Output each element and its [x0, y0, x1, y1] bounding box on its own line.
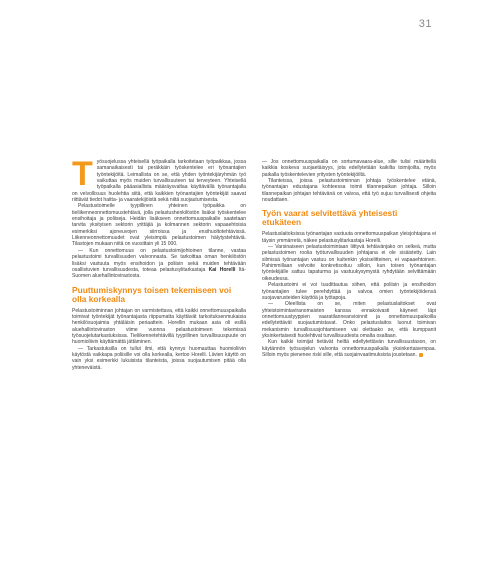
- section-heading: Työn vaarat selvitettävä yhteisesti etukäteen: [262, 208, 398, 228]
- paragraph: Pelastustoiminnan johtajan on varmistettava, että kaikki onnettomuuspaikalla toimivat työntekijät työnantajasta riippumatta käyttävät tarkoituksenmukaisia henkilösuojaimia yhtäläisin periaattein. Horellin mukaan asia oli esillä aluehallintoviraston viime vuonna pelastustoimeen tekemissä työsuojelutarkastuksissa. Tieliikennetehtävillä tyypillinen turvallisuuspuute on huomioliivin käyttämättä jättäminen.: [72, 307, 246, 346]
- page-number: 31: [418, 18, 432, 30]
- quote-paragraph: — Tarkastuksilla on tullut ilmi, että kynnys huomauttaa huomioliivin käytöstä vaikkapa poliisille voi olla korkealla, kertoo Horelli. Liivien käyttö on vain yksi esimerkki lukuisista tilanteista, joissa suojautumisen pitää olla yhteneväistä.: [72, 345, 246, 371]
- intro-paragraph: Työsuojelussa yhteisellä työpaikalla tarkoitetaan työpaikkaa, jossa samanaikaisesti tai peräkkäin työskentelee eri työnantajien työntekijöitä. Leimallista on se, että yhden työntekijäryhmän työ vaikuttaa myös muiden turvallisuuteen tai terveyteen. Yhteisellä työpaikalla pääasiallista määräysvaltaa käyttävällä työnantajalla on velvollisuus huolehtia siitä, että kaikkien työnantajien työntekijät saavat riittävät tiedot haitta- ja vaaratekijöistä sekä niitä suojautumisesta.: [72, 155, 246, 204]
- paragraph: Pelastustoimelle tyypillinen yhteinen työpaikka on tieliikenneonnettomuustehtävä, jolla pelastushenkilöstön lisäksi työskentelee ensihoitaja ja poliiseja. Heidän lisäkseen onnettomuuspaikalle saatetaan tarvita yksityisen sektorin yrittäjiä ja kolmannen sektorin vapaaehtoisia esimerkiksi ajoneuvojen siirroissa ja ensihuoltotehtävissä. Liikenneonnettomuudet ovat yleisimpiä pelastustoimen hälytystehtäviä. Tilastojen mukaan niitä on vuosittain yli 15 000.: [72, 203, 246, 248]
- quote-paragraph: — Oleellista on se, miten pelastuslaitokset ovat yhteistoimintaviranomaisten kanssa ennakoivasti käyneet läpi onnettomuustyyppien vaaratilanneanvioinnit ja onnettomuuspaikoilla edellytettävät suojautumistavat. Onko pelastuslaitos luonut toimivan mekanismin turvallisuusjohtamiseen vai olettaako se, että kumppanit yksinkertaisesti huolehtivat turvallisuudesta omalta osaltaan.: [262, 301, 436, 339]
- quote-paragraph: — Kun onnettomuus on pelastustoimijohtoinen tilanne, vastaa pelastustoimi turvallisuuden valvonnasta. Se tarkoittaa oman henkilöstön lisäksi vastuuta myös ensihoidon ja poliisin sekä muiden tehtävään osallistuvien turvallisuudesta, toteaa pelastusylitarkastaja Kai Horelli Itä-Suomen aluehallintovirastosta.: [72, 247, 246, 280]
- left-column: [72, 155, 246, 371]
- person-name: Kai Horelli: [208, 266, 236, 273]
- right-column: [262, 159, 436, 358]
- quote-paragraph: — Varsinaiseen pelastustoimintaan liittyvä tehtävänjako on selkeä, mutta pelastustoimen roolia työturvallisuuden johtajana ei ole sisäistetty. Lain silmissä työnantajan vastuu on kuitenkin yksiselitteinen, ei vapaaehtoinen. Pahimmillaan velvoite konkretisoituu silloin, kun toisen työnantajan työntekijälle sattuu tapaturma ja vastuukysymystä ryhdytään selvittämään oikeudessa.: [262, 244, 436, 282]
- paragraph: Tilanteissa, joissa pelastustoiminnan johtaja työskentelee etänä, työnantajan edustajana kohteessa toimii tilannepaikan johtaja. Silloin tilannepaikan johtajan tehtävänä on valvoa, että työ sujuu turvallisesti ohjeita noudattaen.: [262, 178, 436, 204]
- paragraph: Pelastustoimi ei voi tuudittautua siihen, että poliisin ja ensihoidon työnantajien tulee perehdyttää ja valvoa omien työntekijöidensä suojavarusteiden käyttöä ja työtapoja.: [262, 282, 436, 301]
- section-heading: Puuttumiskynnys toisen tekemiseen voi olla korkealla: [72, 284, 232, 304]
- dropcap-letter: T: [72, 155, 93, 193]
- end-mark-icon: [419, 353, 423, 357]
- quote-paragraph: — Jos onnettomuuspaikalla on sortumavaara-alue, sille tulisi määritellä kaikkia koskeva suojaetäisyys, jota edellytetään kaikilta toimijoilta, myös paikalla työskentelevien yritysten työntekijöiltä.: [262, 159, 436, 178]
- closing-paragraph: Kun kaikki toimijat tietävät heiltä edellytettävän turvallisuustason, on käytännön työsuojelun valvonta onnettomuuspaikalla yksinkertaisempaa. Silloin myös pienenee riski sille, että suojainvaatimuksista joustetaan.: [262, 339, 436, 358]
- paragraph: Pelastuslaitoksissa työnantajan vastuuta onnettomuuspaikan yleisjohtajana ei täysin ymmärretä, näkee pelastusylitarkastaja Horelli.: [262, 231, 436, 244]
